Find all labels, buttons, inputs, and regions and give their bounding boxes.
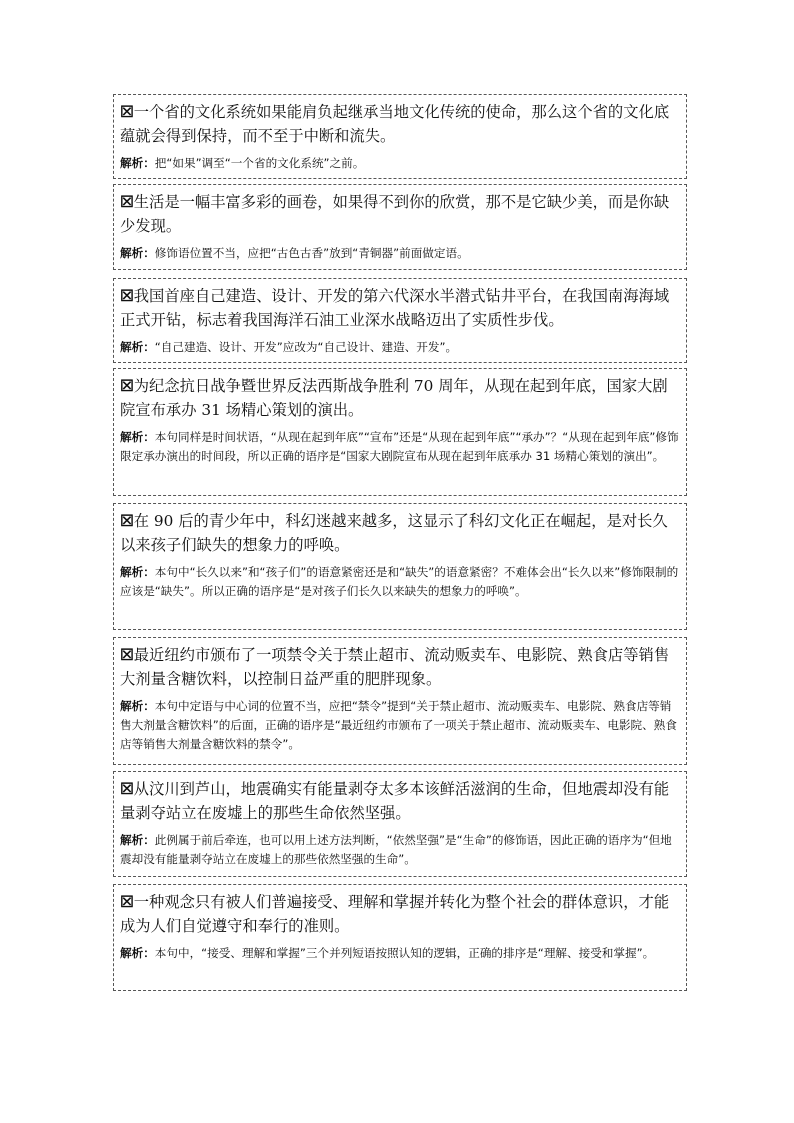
explanation-label: 解析： [120,565,155,579]
question-text: ☒生活是一幅丰富多彩的画卷，如果得不到你的欣赏，那不是它缺少美，而是你缺少发现。 [120,193,670,235]
explanation: 解析：本句中“长久以来”和“孩子们”的语意紧密还是和“缺失”的语意紧密？不难体会出“长久以来”修饰限制的应该是“缺失”。所以正确的语序是“是对孩子们长久以来缺失的想象力的呼唤”。 [120,565,679,598]
question-text: ☒最近纽约市颁布了一项禁令关于禁止超市、流动贩卖车、电影院、熟食店等销售大剂量含糖饮料，以控制日益严重的肥胖现象。 [120,646,670,688]
explanation: 解析：本句同样是时间状语，“从现在起到年底”“宣布”还是“从现在起到年底”“承办”？“从现在起到年底”修饰限定承办演出的时间段，所以正确的语序是“国家大剧院宣布从现在起到年底承办 31 场精心策划的演出”。 [120,430,679,463]
exercise-item [113,884,687,991]
explanation-label: 解析： [120,946,155,960]
question-text: ☒我国首座自己建造、设计、开发的第六代深水半潜式钻井平台，在我国南海海域正式开钻，标志着我国海洋石油工业深水战略迈出了实质性步伐。 [120,287,670,329]
explanation-label: 解析： [120,340,155,354]
explanation: 解析：修饰语位置不当，应把“古色古香”放到“青铜器”前面做定语。 [120,246,469,260]
question-text: ☒为纪念抗日战争暨世界反法西斯战争胜利 70 周年，从现在起到年底，国家大剧院宣布承办 31 场精心策划的演出。 [120,377,668,419]
checkbox-x-icon: ☒ [120,893,134,911]
exercise-item [113,94,687,179]
exercise-item [113,184,687,270]
question-text: ☒在 90 后的青少年中，科幻迷越来越多，这显示了科幻文化正在崛起，是对长久以来孩子们缺失的想象力的呼唤。 [120,512,668,554]
checkbox-x-icon: ☒ [120,646,134,664]
exercise-item [113,368,687,496]
checkbox-x-icon: ☒ [120,780,134,798]
exercise-item [113,771,687,877]
checkbox-x-icon: ☒ [120,512,134,530]
question-text: ☒一种观念只有被人们普遍接受、理解和掌握并转化为整个社会的群体意识，才能成为人们自觉遵守和奉行的准则。 [120,893,670,935]
explanation: 解析：“自己建造、设计、开发”应改为“自己设计、建造、开发”。 [120,340,458,354]
exercise-item [113,278,687,363]
question-text: ☒一个省的文化系统如果能肩负起继承当地文化传统的使命，那么这个省的文化底蕴就会得到保持，而不至于中断和流失。 [120,103,670,145]
question-text: ☒从汶川到芦山，地震确实有能量剥夺太多本该鲜活滋润的生命，但地震却没有能量剥夺站立在废墟上的那些生命依然坚强。 [120,780,670,822]
explanation: 解析：本句中，“接受、理解和掌握”三个并列短语按照认知的逻辑，正确的排序是“理解、接受和掌握”。 [120,946,655,960]
explanation: 解析：本句中定语与中心词的位置不当，应把“禁令”提到“关于禁止超市、流动贩卖车、电影院、熟食店等销售大剂量含糖饮料”的后面，正确的语序是“最近纽约市颁布了一项关于禁止超市、流动贩卖车、电影院、熟食店等销售大剂量含糖饮料的禁令”。 [120,699,677,751]
checkbox-x-icon: ☒ [120,193,134,211]
explanation-label: 解析： [120,156,155,170]
explanation: 解析：把“如果”调至“一个省的文化系统”之前。 [120,156,365,170]
checkbox-x-icon: ☒ [120,287,134,305]
explanation-label: 解析： [120,246,155,260]
explanation-label: 解析： [120,833,155,847]
checkbox-x-icon: ☒ [120,103,134,121]
exercise-item [113,637,687,765]
explanation-label: 解析： [120,430,155,444]
exercise-item [113,503,687,630]
explanation: 解析：此例属于前后牵连，也可以用上述方法判断，“依然坚强”是“生命”的修饰语，因此正确的语序为“但地震却没有能量剥夺站立在废墟上的那些依然坚强的生命”。 [120,833,672,866]
explanation-label: 解析： [120,699,155,713]
checkbox-x-icon: ☒ [120,377,134,395]
